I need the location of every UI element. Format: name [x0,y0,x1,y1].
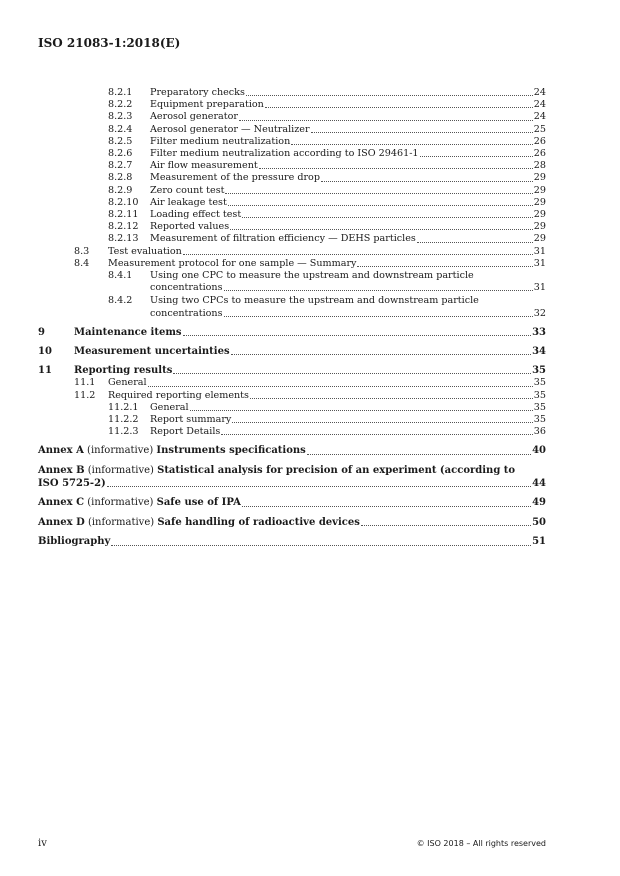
toc-number: 10 [38,346,52,358]
toc-entry-8-2-9[interactable] [38,185,546,197]
toc-page: 29 [533,233,546,245]
toc-title: Reporting results [74,365,173,377]
toc-leader [173,373,531,374]
toc-page: 36 [533,426,546,438]
toc-number: 8.4 [74,257,90,269]
annex-title: Safe handling of radioactive devices [157,516,360,528]
toc-title: Air flow measurement [150,160,258,172]
toc-entry-11[interactable] [38,365,546,377]
toc-leader [321,181,533,182]
toc-number: 11 [38,365,52,377]
toc-number: 8.2.8 [108,172,133,184]
toc-title: Equipment preparation [150,99,264,111]
document-header: ISO 21083-1:2018(E) [38,36,181,50]
toc-title: Filter medium neutralization [150,135,291,147]
toc-entry-11-2-3[interactable] [38,426,546,438]
toc-entry-8-2-12[interactable] [38,221,546,233]
toc-title-line2: concentrations [150,307,223,319]
annex-label: Annex B [38,465,85,477]
toc-title: Measurement of the pressure drop [150,172,320,184]
toc-number: 8.2.3 [108,111,133,123]
toc-page: 26 [533,148,546,160]
toc-leader [259,168,533,169]
toc-entry-8-2-2[interactable] [38,99,546,111]
toc-page: 31 [533,282,546,294]
annex-kind: (informative) [83,445,157,457]
toc-leader [183,335,532,336]
toc-entry-8-2-10[interactable] [38,197,546,209]
toc-title: Test evaluation [108,245,182,257]
toc-leader [246,95,533,96]
toc-page: 29 [533,209,546,221]
toc-title: Air leakage test [150,196,227,208]
toc-leader [420,156,533,157]
toc-entry-10[interactable] [38,346,546,358]
toc-leader [311,132,533,133]
toc-title: Bibliography [38,536,111,548]
toc-leader [225,193,532,194]
toc-entry-8-2-13[interactable] [38,233,546,245]
toc-number: 11.2.2 [108,414,139,426]
footer-page-number: iv [38,838,47,849]
toc-page: 49 [532,497,546,509]
annex-title: Instruments specifications [156,445,306,457]
toc-number: 8.2.10 [108,196,139,208]
toc-entry-11-2[interactable] [38,390,546,402]
toc-entry-8-4-2[interactable] [38,295,546,319]
toc-page: 26 [533,135,546,147]
toc-number: 11.2 [74,389,96,401]
toc-page: 35 [533,414,546,426]
toc-number: 8.2.2 [108,99,133,111]
annex-label: Annex A [38,445,84,457]
toc-entry-annex-c[interactable] [38,497,546,510]
toc-leader [183,254,533,255]
toc-number: 8.2.5 [108,135,133,147]
toc-entry-8-2-8[interactable] [38,172,546,184]
annex-kind: (informative) [84,497,157,509]
toc-entry-8-2-11[interactable] [38,209,546,221]
annex-title: Safe use of IPA [156,497,241,509]
toc-page: 29 [533,184,546,196]
toc-number: 8.2.1 [108,87,133,98]
toc-title: Required reporting elements [108,389,249,401]
toc-page: 35 [532,365,546,377]
toc-page: 51 [532,536,546,548]
toc-leader [190,410,533,411]
toc-title-line1: Using two CPCs to measure the upstream and downstream particle [150,295,479,307]
toc-entry-8-2-5[interactable] [38,136,546,148]
toc-number: 8.2.13 [108,233,139,245]
toc-title: Zero count test [150,184,225,196]
toc-page: 35 [533,377,546,389]
toc-number: 8.2.4 [108,123,133,135]
toc-title: Preparatory checks [150,87,245,98]
toc-entry-8-2-1[interactable] [38,87,546,99]
toc-leader [111,545,531,546]
toc-title: Maintenance items [74,326,182,338]
toc-leader [242,217,533,218]
toc-number: 8.4.1 [108,270,133,282]
toc-page: 50 [532,516,546,528]
toc-entry-8-4[interactable] [38,258,546,270]
toc-title: General [108,377,147,389]
toc-title [38,497,241,510]
toc-leader [224,290,533,291]
toc-page: 31 [533,245,546,257]
toc-number: 8.4.2 [108,295,133,307]
toc-entry-11-2-1[interactable] [38,402,546,414]
toc-page: 24 [533,99,546,111]
toc-leader [250,398,533,399]
toc-leader [224,316,533,317]
toc-title: General [150,401,189,413]
toc-number: 11.2.1 [108,401,139,413]
toc-entry-annex-b[interactable] [38,465,546,490]
toc-number: 8.2.9 [108,184,133,196]
toc-number: 9 [38,326,45,338]
annex-kind: (informative) [84,516,158,528]
toc-leader [307,454,531,455]
table-of-contents [38,87,546,549]
toc-page: 29 [533,196,546,208]
toc-title: Loading effect test [150,209,242,221]
toc-page: 40 [532,445,546,457]
toc-entry-8-3[interactable] [38,246,546,258]
toc-leader [417,242,533,243]
toc-page: 32 [533,307,546,319]
toc-page: 31 [533,257,546,269]
toc-number: 11.2.3 [108,426,139,438]
toc-page: 33 [532,326,546,338]
toc-number: 8.2.11 [108,209,139,221]
toc-entry-8-2-6[interactable] [38,148,546,160]
toc-page: 29 [533,221,546,233]
toc-title: Measurement protocol for one sample — Summary [108,257,357,269]
toc-leader [231,354,531,355]
toc-number: 8.2.12 [108,221,139,233]
footer-copyright: © ISO 2018 – All rights reserved [416,839,546,848]
toc-leader [107,486,531,487]
toc-page: 25 [533,123,546,135]
toc-title: Aerosol generator — Neutralizer [150,123,310,135]
toc-page: 34 [532,346,546,358]
annex-label: Annex D [38,516,85,528]
toc-number: 8.2.7 [108,160,133,172]
toc-number: 8.2.6 [108,148,133,160]
toc-entry-8-2-7[interactable] [38,160,546,172]
toc-title-line2: concentrations [150,282,223,294]
toc-leader [242,506,531,507]
toc-page: 28 [533,160,546,172]
toc-title: Reported values [150,221,230,233]
toc-title: Aerosol generator [150,111,238,123]
toc-page: 24 [533,87,546,98]
toc-entry-bibliography[interactable] [38,536,546,549]
toc-entry-annex-d[interactable] [38,517,546,530]
toc-number: 8.3 [74,245,90,257]
annex-title-line1: Statistical analysis for precision of an experiment (according to [157,465,516,477]
annex-label: Annex C [38,497,85,509]
annex-title-line2: ISO 5725-2) [38,477,106,489]
toc-entry-8-2-4[interactable] [38,124,546,136]
toc-leader [221,434,532,435]
toc-page: 29 [533,172,546,184]
toc-leader [361,525,531,526]
toc-title: Filter medium neutralization according to ISO 29461-1 [150,148,419,160]
toc-page: 24 [533,111,546,123]
toc-leader [232,422,532,423]
toc-leader [228,205,533,206]
toc-entry-9[interactable] [38,327,546,339]
toc-page: 44 [532,477,546,489]
toc-entry-11-2-2[interactable] [38,414,546,426]
toc-leader [291,144,533,145]
toc-title [38,445,306,458]
toc-leader [230,229,533,230]
toc-leader [265,107,533,108]
toc-title: Measurement uncertainties [74,346,230,358]
toc-title: Report summary [150,414,232,426]
toc-leader [148,386,533,387]
annex-kind: (informative) [84,465,158,477]
toc-page: 35 [533,389,546,401]
toc-entry-8-4-1[interactable] [38,270,546,294]
toc-title: Report Details [150,426,221,438]
toc-title [38,517,360,530]
toc-title: Measurement of filtration efficiency — DEHS particles [150,233,416,245]
toc-leader [357,266,532,267]
toc-leader [239,120,533,121]
toc-number: 11.1 [74,377,96,389]
toc-entry-8-2-3[interactable] [38,111,546,123]
toc-entry-annex-a[interactable] [38,445,546,458]
toc-page: 35 [533,401,546,413]
toc-title-line1: Using one CPC to measure the upstream and downstream particle [150,270,474,282]
toc-entry-11-1[interactable] [38,377,546,389]
